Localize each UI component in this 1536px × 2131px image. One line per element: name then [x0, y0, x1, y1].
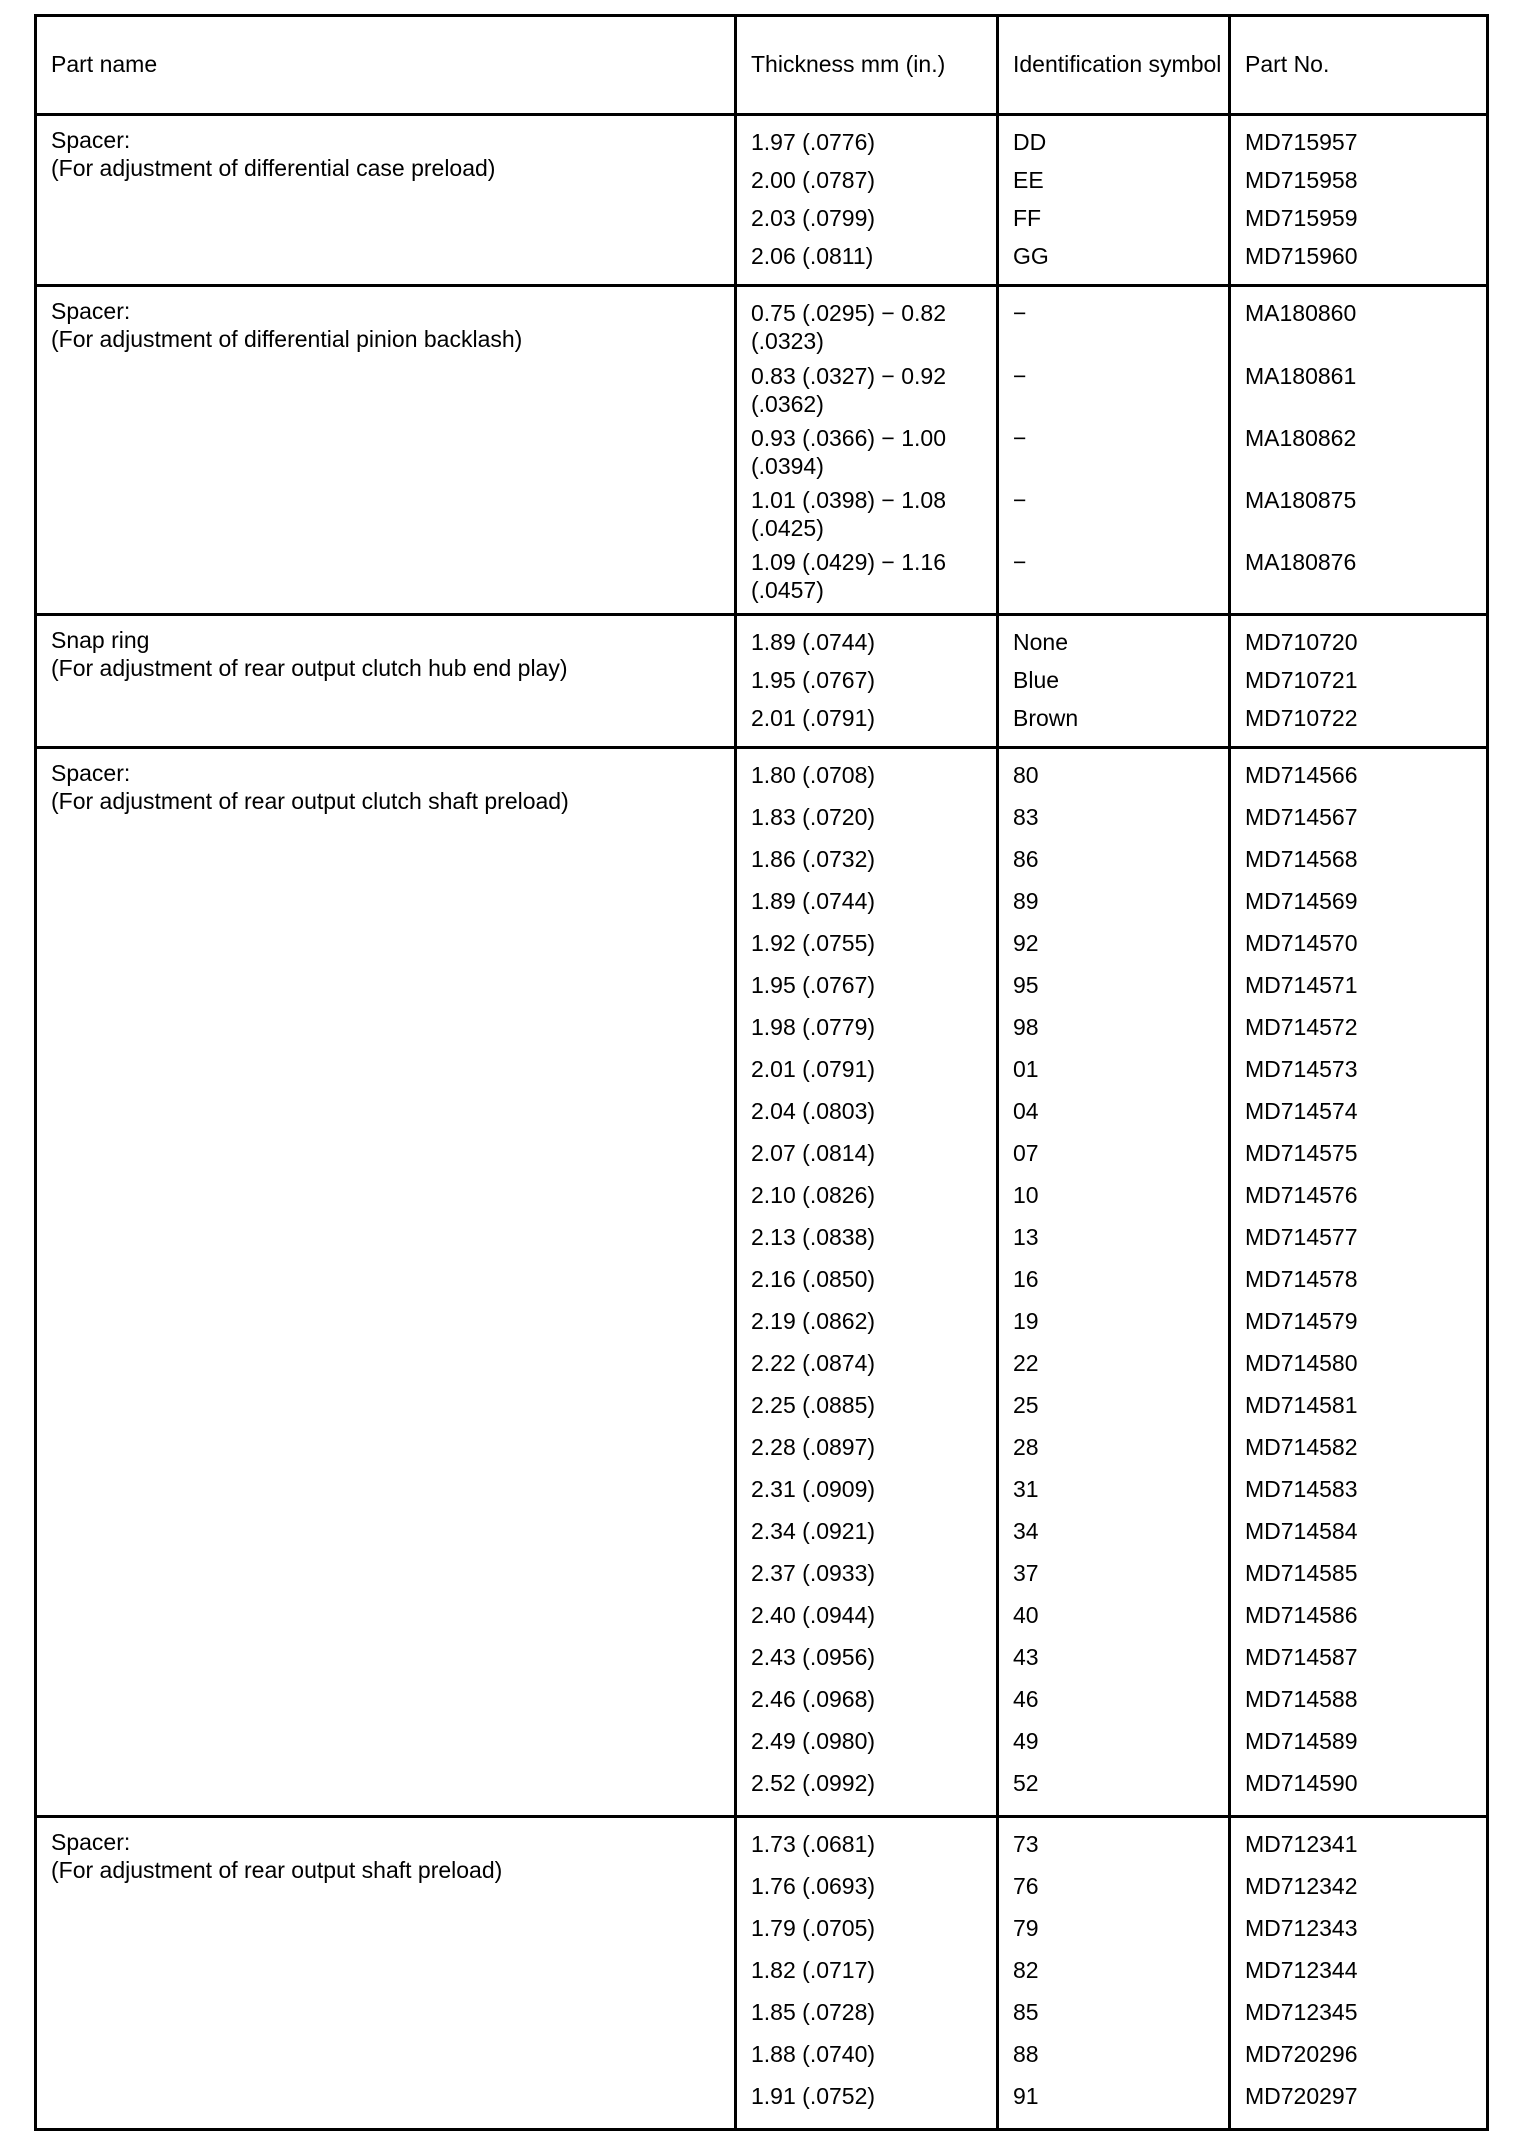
thickness-list	[737, 616, 996, 746]
identification-symbol-value: 73	[1013, 1831, 1039, 1857]
spacer	[737, 603, 996, 613]
thickness-value: 2.28 (.0897)	[751, 1434, 876, 1460]
cell-thickness-column	[736, 1817, 998, 2130]
identification-symbol-value: 13	[1013, 1224, 1039, 1250]
identification-symbol-value: DD	[1013, 129, 1047, 155]
cell-identification-symbol-column	[998, 115, 1230, 286]
spacer	[1231, 274, 1486, 284]
identification-symbol-value: 43	[1013, 1644, 1039, 1670]
identification-symbol-value: −	[1013, 363, 1027, 389]
part-no-value: MD714566	[1245, 762, 1358, 788]
thickness-value: 2.22 (.0874)	[751, 1350, 876, 1376]
part-no-value: MD714582	[1245, 1434, 1358, 1460]
thickness-value: 0.75 (.0295) − 0.82 (.0323)	[751, 300, 947, 355]
part-name-line1: Spacer:	[51, 1829, 131, 1855]
thickness-value: 1.82 (.0717)	[751, 1957, 876, 1983]
table-group-row	[36, 1817, 1488, 2130]
spacer	[737, 274, 996, 284]
thickness-value: 1.95 (.0767)	[751, 667, 876, 693]
identification-symbol-value: 07	[1013, 1140, 1039, 1166]
identification-symbol-value: 92	[1013, 930, 1039, 956]
part-no-value: MD712341	[1245, 1831, 1358, 1857]
identification-symbol-value: 83	[1013, 804, 1039, 830]
part-no-value: MD714581	[1245, 1392, 1358, 1418]
spacer	[999, 1805, 1228, 1815]
thickness-value: 1.89 (.0744)	[751, 629, 876, 655]
cell-part-no-column	[1230, 286, 1488, 615]
spacer	[737, 2118, 996, 2128]
thickness-value: 0.93 (.0366) − 1.00 (.0394)	[751, 425, 947, 480]
thickness-value: 2.10 (.0826)	[751, 1182, 876, 1208]
identification-symbol-value: 80	[1013, 762, 1039, 788]
part-name-line1: Spacer:	[51, 298, 131, 324]
part-no-value: MA180860	[1245, 300, 1357, 326]
thickness-value: 2.04 (.0803)	[751, 1098, 876, 1124]
thickness-value: 1.01 (.0398) − 1.08 (.0425)	[751, 487, 947, 542]
identification-symbol-value: 25	[1013, 1392, 1039, 1418]
part-name-text	[37, 1818, 734, 1894]
thickness-value: 2.52 (.0992)	[751, 1770, 876, 1796]
thickness-value: 1.97 (.0776)	[751, 129, 876, 155]
identification-symbol-value: Brown	[1013, 705, 1079, 731]
table-group-row	[36, 115, 1488, 286]
part-name-line1: Spacer:	[51, 127, 131, 153]
thickness-value: 1.95 (.0767)	[751, 972, 876, 998]
part-no-value: MD714571	[1245, 972, 1358, 998]
part-no-value: MD714568	[1245, 846, 1358, 872]
part-no-value: MA180862	[1245, 425, 1357, 451]
thickness-value: 1.86 (.0732)	[751, 846, 876, 872]
part-name-line2: (For adjustment of differential case preload)	[51, 155, 496, 182]
cell-thickness-column	[736, 115, 998, 286]
thickness-value: 2.06 (.0811)	[751, 243, 874, 269]
cell-part-name	[36, 286, 736, 615]
part-no-value: MA180876	[1245, 549, 1357, 575]
part-name-line2: (For adjustment of rear output shaft preload)	[51, 1857, 503, 1884]
cell-thickness-column	[736, 615, 998, 748]
cell-thickness-column	[736, 748, 998, 1817]
header-row	[36, 16, 1488, 115]
spacer	[999, 274, 1228, 284]
identification-symbol-list	[999, 116, 1228, 284]
part-no-value: MD714578	[1245, 1266, 1358, 1292]
thickness-value: 2.03 (.0799)	[751, 205, 876, 231]
identification-symbol-value: 52	[1013, 1770, 1039, 1796]
cell-identification-symbol-column	[998, 286, 1230, 615]
part-name-text	[37, 116, 734, 192]
part-name-line2: (For adjustment of rear output clutch shaft preload)	[51, 788, 569, 815]
thickness-value: 2.49 (.0980)	[751, 1728, 876, 1754]
identification-symbol-value: 01	[1013, 1056, 1039, 1082]
identification-symbol-value: 04	[1013, 1098, 1039, 1124]
cell-part-no-column	[1230, 615, 1488, 748]
part-no-value: MD715958	[1245, 167, 1358, 193]
thickness-list	[737, 287, 996, 613]
part-no-value: MD714590	[1245, 1770, 1358, 1796]
identification-symbol-value: −	[1013, 487, 1027, 513]
thickness-value: 2.01 (.0791)	[751, 705, 876, 731]
part-no-value: MD712343	[1245, 1915, 1358, 1941]
thickness-value: 2.40 (.0944)	[751, 1602, 876, 1628]
identification-symbol-list	[999, 616, 1228, 746]
cell-part-name	[36, 1817, 736, 2130]
thickness-value: 1.09 (.0429) − 1.16 (.0457)	[751, 549, 947, 604]
identification-symbol-value: 98	[1013, 1014, 1039, 1040]
part-no-list	[1231, 116, 1486, 284]
identification-symbol-value: 49	[1013, 1728, 1039, 1754]
part-no-value: MA180861	[1245, 363, 1357, 389]
header-identification-symbol	[998, 16, 1230, 115]
table-group-row	[36, 286, 1488, 615]
identification-symbol-list	[999, 287, 1228, 613]
identification-symbol-value: 34	[1013, 1518, 1039, 1544]
identification-symbol-list	[999, 1818, 1228, 2128]
thickness-value: 2.34 (.0921)	[751, 1518, 876, 1544]
part-no-list	[1231, 616, 1486, 746]
part-no-value: MD714583	[1245, 1476, 1358, 1502]
identification-symbol-value: GG	[1013, 243, 1049, 269]
identification-symbol-value: 91	[1013, 2083, 1039, 2109]
identification-symbol-value: 82	[1013, 1957, 1039, 1983]
thickness-value: 2.00 (.0787)	[751, 167, 876, 193]
identification-symbol-value: −	[1013, 549, 1027, 575]
table-body	[36, 115, 1488, 2130]
thickness-value: 1.98 (.0779)	[751, 1014, 876, 1040]
thickness-value: 2.31 (.0909)	[751, 1476, 876, 1502]
identification-symbol-value: −	[1013, 425, 1027, 451]
thickness-value: 1.88 (.0740)	[751, 2041, 876, 2067]
part-name-line1: Spacer:	[51, 760, 131, 786]
spacer	[737, 1805, 996, 1815]
part-no-value: MD714575	[1245, 1140, 1358, 1166]
header-part-no: Part No.	[1230, 16, 1488, 115]
identification-symbol-value: 28	[1013, 1434, 1039, 1460]
identification-symbol-value: 76	[1013, 1873, 1039, 1899]
part-no-value: MD714567	[1245, 804, 1358, 830]
thickness-value: 1.79 (.0705)	[751, 1915, 876, 1941]
thickness-value: 0.83 (.0327) − 0.92 (.0362)	[751, 363, 947, 418]
part-name-line2: (For adjustment of differential pinion backlash)	[51, 326, 523, 353]
table-group-row	[36, 748, 1488, 1817]
thickness-value: 1.85 (.0728)	[751, 1999, 876, 2025]
thickness-value: 2.43 (.0956)	[751, 1644, 876, 1670]
thickness-value: 2.25 (.0885)	[751, 1392, 876, 1418]
part-no-value: MD710721	[1245, 667, 1358, 693]
spacer	[1231, 736, 1486, 746]
thickness-value: 2.46 (.0968)	[751, 1686, 876, 1712]
part-no-value: MD714572	[1245, 1014, 1358, 1040]
part-no-value: MD714588	[1245, 1686, 1358, 1712]
part-no-value: MD714570	[1245, 930, 1358, 956]
part-no-value: MD714577	[1245, 1224, 1358, 1250]
table-header	[36, 16, 1488, 115]
part-name-line2: (For adjustment of rear output clutch hub end play)	[51, 655, 568, 682]
thickness-value: 1.73 (.0681)	[751, 1831, 876, 1857]
part-no-value: MD714579	[1245, 1308, 1358, 1334]
identification-symbol-value: 46	[1013, 1686, 1039, 1712]
part-no-value: MD714585	[1245, 1560, 1358, 1586]
cell-part-name	[36, 748, 736, 1817]
identification-symbol-value: EE	[1013, 167, 1044, 193]
header-identification-symbol-text: Identification symbol	[1013, 51, 1222, 78]
identification-symbol-value: 79	[1013, 1915, 1039, 1941]
part-no-value: MD715959	[1245, 205, 1358, 231]
identification-symbol-value: 19	[1013, 1308, 1039, 1334]
thickness-value: 1.83 (.0720)	[751, 804, 876, 830]
part-no-value: MD712345	[1245, 1999, 1358, 2025]
part-name-text	[37, 749, 734, 825]
spacer	[999, 736, 1228, 746]
cell-identification-symbol-column	[998, 615, 1230, 748]
spacer	[999, 2118, 1228, 2128]
part-no-value: MD720297	[1245, 2083, 1358, 2109]
identification-symbol-value: 40	[1013, 1602, 1039, 1628]
cell-part-name	[36, 615, 736, 748]
spacer	[999, 603, 1228, 613]
spacer	[1231, 603, 1486, 613]
thickness-value: 1.80 (.0708)	[751, 762, 876, 788]
header-part-name: Part name	[36, 16, 736, 115]
part-no-list	[1231, 1818, 1486, 2128]
cell-thickness-column	[736, 286, 998, 615]
part-no-value: MD714586	[1245, 1602, 1358, 1628]
part-name-text	[37, 616, 734, 692]
thickness-value: 2.16 (.0850)	[751, 1266, 876, 1292]
identification-symbol-value: 31	[1013, 1476, 1039, 1502]
identification-symbol-value: 95	[1013, 972, 1039, 998]
part-no-value: MD712344	[1245, 1957, 1358, 1983]
part-name-line1: Snap ring	[51, 627, 150, 653]
part-no-value: MD714574	[1245, 1098, 1358, 1124]
identification-symbol-value: −	[1013, 300, 1027, 326]
thickness-value: 2.07 (.0814)	[751, 1140, 876, 1166]
part-no-value: MD714580	[1245, 1350, 1358, 1376]
cell-identification-symbol-column	[998, 748, 1230, 1817]
cell-part-no-column	[1230, 1817, 1488, 2130]
parts-specification-table	[34, 14, 1489, 2131]
thickness-list	[737, 1818, 996, 2128]
part-no-value: MD715960	[1245, 243, 1358, 269]
part-no-value: MD714584	[1245, 1518, 1358, 1544]
thickness-value: 2.01 (.0791)	[751, 1056, 876, 1082]
identification-symbol-value: 89	[1013, 888, 1039, 914]
part-no-value: MD714569	[1245, 888, 1358, 914]
thickness-list	[737, 749, 996, 1815]
identification-symbol-value: 10	[1013, 1182, 1039, 1208]
identification-symbol-value: 86	[1013, 846, 1039, 872]
spacer	[737, 736, 996, 746]
thickness-value: 1.91 (.0752)	[751, 2083, 876, 2109]
thickness-value: 1.76 (.0693)	[751, 1873, 876, 1899]
part-no-value: MA180875	[1245, 487, 1357, 513]
identification-symbol-value: 85	[1013, 1999, 1039, 2025]
part-name-text	[37, 287, 734, 363]
cell-part-no-column	[1230, 748, 1488, 1817]
identification-symbol-value: None	[1013, 629, 1068, 655]
identification-symbol-value: FF	[1013, 205, 1042, 231]
identification-symbol-value: 16	[1013, 1266, 1039, 1292]
cell-part-no-column	[1230, 115, 1488, 286]
thickness-value: 2.13 (.0838)	[751, 1224, 876, 1250]
part-no-list	[1231, 749, 1486, 1815]
part-no-value: MD714576	[1245, 1182, 1358, 1208]
identification-symbol-list	[999, 749, 1228, 1815]
identification-symbol-value: 22	[1013, 1350, 1039, 1376]
part-no-value: MD712342	[1245, 1873, 1358, 1899]
table-group-row	[36, 615, 1488, 748]
part-no-value: MD714573	[1245, 1056, 1358, 1082]
spacer	[1231, 1805, 1486, 1815]
part-no-value: MD720296	[1245, 2041, 1358, 2067]
cell-identification-symbol-column	[998, 1817, 1230, 2130]
thickness-value: 1.92 (.0755)	[751, 930, 876, 956]
thickness-value: 1.89 (.0744)	[751, 888, 876, 914]
cell-part-name	[36, 115, 736, 286]
thickness-list	[737, 116, 996, 284]
part-no-list	[1231, 287, 1486, 613]
part-no-value: MD715957	[1245, 129, 1358, 155]
part-no-value: MD714589	[1245, 1728, 1358, 1754]
identification-symbol-value: 88	[1013, 2041, 1039, 2067]
identification-symbol-value: 37	[1013, 1560, 1039, 1586]
header-thickness: Thickness mm (in.)	[736, 16, 998, 115]
identification-symbol-value: Blue	[1013, 667, 1060, 693]
spacer	[1231, 2118, 1486, 2128]
part-no-value: MD710720	[1245, 629, 1358, 655]
thickness-value: 2.37 (.0933)	[751, 1560, 876, 1586]
part-no-value: MD714587	[1245, 1644, 1358, 1670]
thickness-value: 2.19 (.0862)	[751, 1308, 876, 1334]
part-no-value: MD710722	[1245, 705, 1358, 731]
